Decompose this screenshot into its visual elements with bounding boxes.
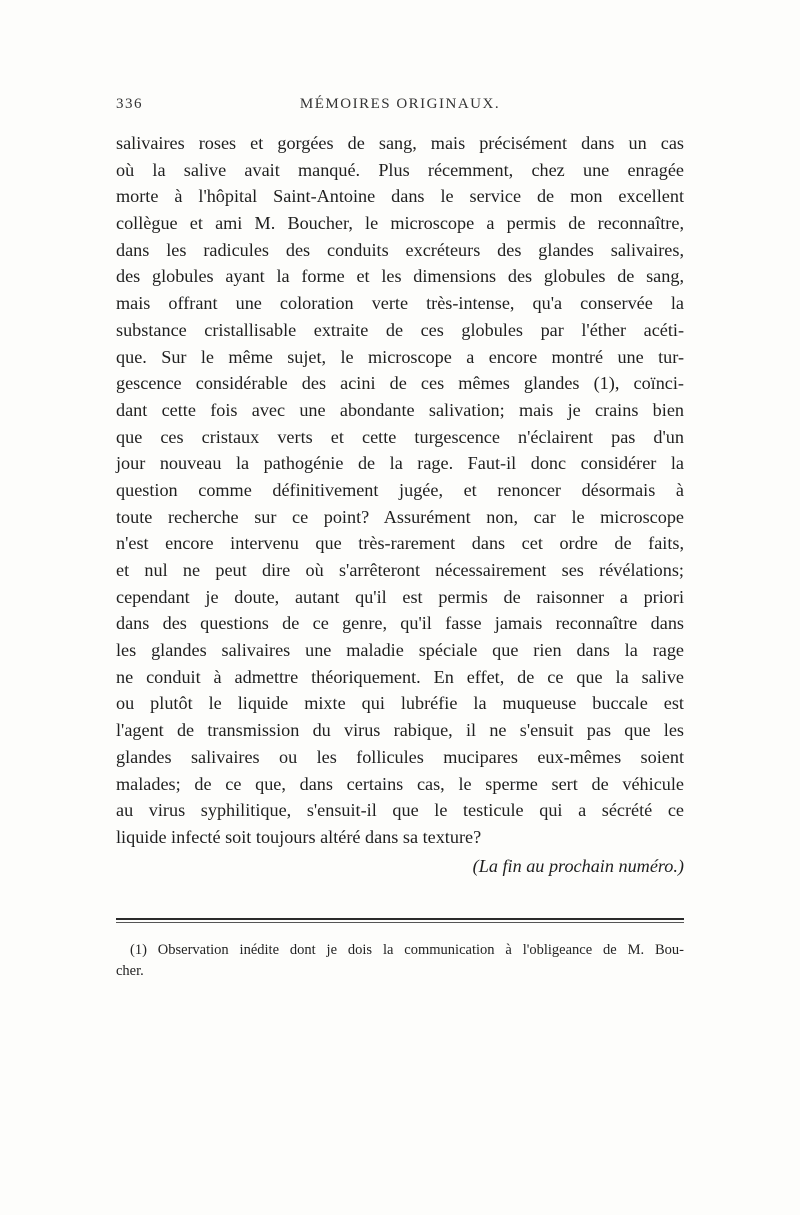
text-line: mais offrant une coloration verte très-intense, qu'a conservée la [116,293,684,314]
text-line: n'est encore intervenu que très-rarement dans cet ordre de faits, [116,533,684,554]
text-line: des globules ayant la forme et les dimensions des globules de sang, [116,266,684,287]
text-line: dans des questions de ce genre, qu'il fasse jamais reconnaître dans [116,613,684,634]
text-line: et nul ne peut dire où s'arrêteront nécessairement ses révélations; [116,560,684,580]
text-line: jour nouveau la pathogénie de la rage. Faut-il donc considérer la [116,453,684,474]
separator-thin-line [116,922,684,923]
text-line: dant cette fois avec une abondante salivation; mais je crains bien [116,399,684,420]
text-line: morte à l'hôpital Saint-Antoine dans le service de mon excellent [116,186,684,207]
text-line: dans les radicules des conduits excréteurs des glandes salivaires, [116,239,684,260]
text-line: salivaires roses et gorgées de sang, mais précisément dans un cas [116,133,684,153]
text-line: que ces cristaux verts et cette turgescence n'éclairent pas d'un [116,426,684,447]
text-line: les glandes salivaires une maladie spéciale que rien dans la rage [116,640,684,661]
text-line: substance cristallisable extraite de ces globules par l'éther acéti- [116,319,684,340]
running-head-title: MÉMOIRES ORIGINAUX. [299,96,501,112]
text-line: malades; de ce que, dans certains cas, le sperme sert de véhicule [116,773,684,794]
separator-thick-line [116,918,684,920]
text-line: toute recherche sur ce point? Assurément non, car le microscope [116,506,684,527]
text-line: cependant je doute, autant qu'il est permis de raisonner a priori [116,586,684,607]
continuation-note: (La fin au prochain numéro.) [472,856,684,876]
text-line: liquide infecté soit toujours altéré dans sa texture? [116,826,482,847]
text-line: que. Sur le même sujet, le microscope a encore montré une tur- [116,346,684,367]
text-line: ne conduit à admettre théoriquement. En effet, de ce que la salive [116,666,684,687]
footnote [116,940,684,982]
text-line: où la salive avait manqué. Plus récemment, chez une enragée [116,159,684,180]
text-line: au virus syphilitique, s'ensuit-il que le testicule qui a sécrété ce [116,800,684,821]
text-line: ou plutôt le liquide mixte qui lubréfie la muqueuse buccale est [116,693,684,714]
page-number: 336 [116,96,143,112]
text-line: gescence considérable des acini de ces mêmes glandes (1), coïnci- [116,373,684,394]
text-line: question comme définitivement jugée, et renoncer désormais à [116,479,684,500]
text-line: collègue et ami M. Boucher, le microscope a permis de reconnaître, [116,213,684,234]
text-line: l'agent de transmission du virus rabique, il ne s'ensuit pas que les [116,720,684,741]
text-line: glandes salivaires ou les follicules mucipares eux-mêmes soient [116,746,684,767]
footnote-line: cher. [116,963,144,979]
running-head [116,96,684,118]
footnote-line: (1) Observation inédite dont je dois la communication à l'obligeance de M. Bou- [130,942,684,958]
body-paragraph [116,130,684,851]
